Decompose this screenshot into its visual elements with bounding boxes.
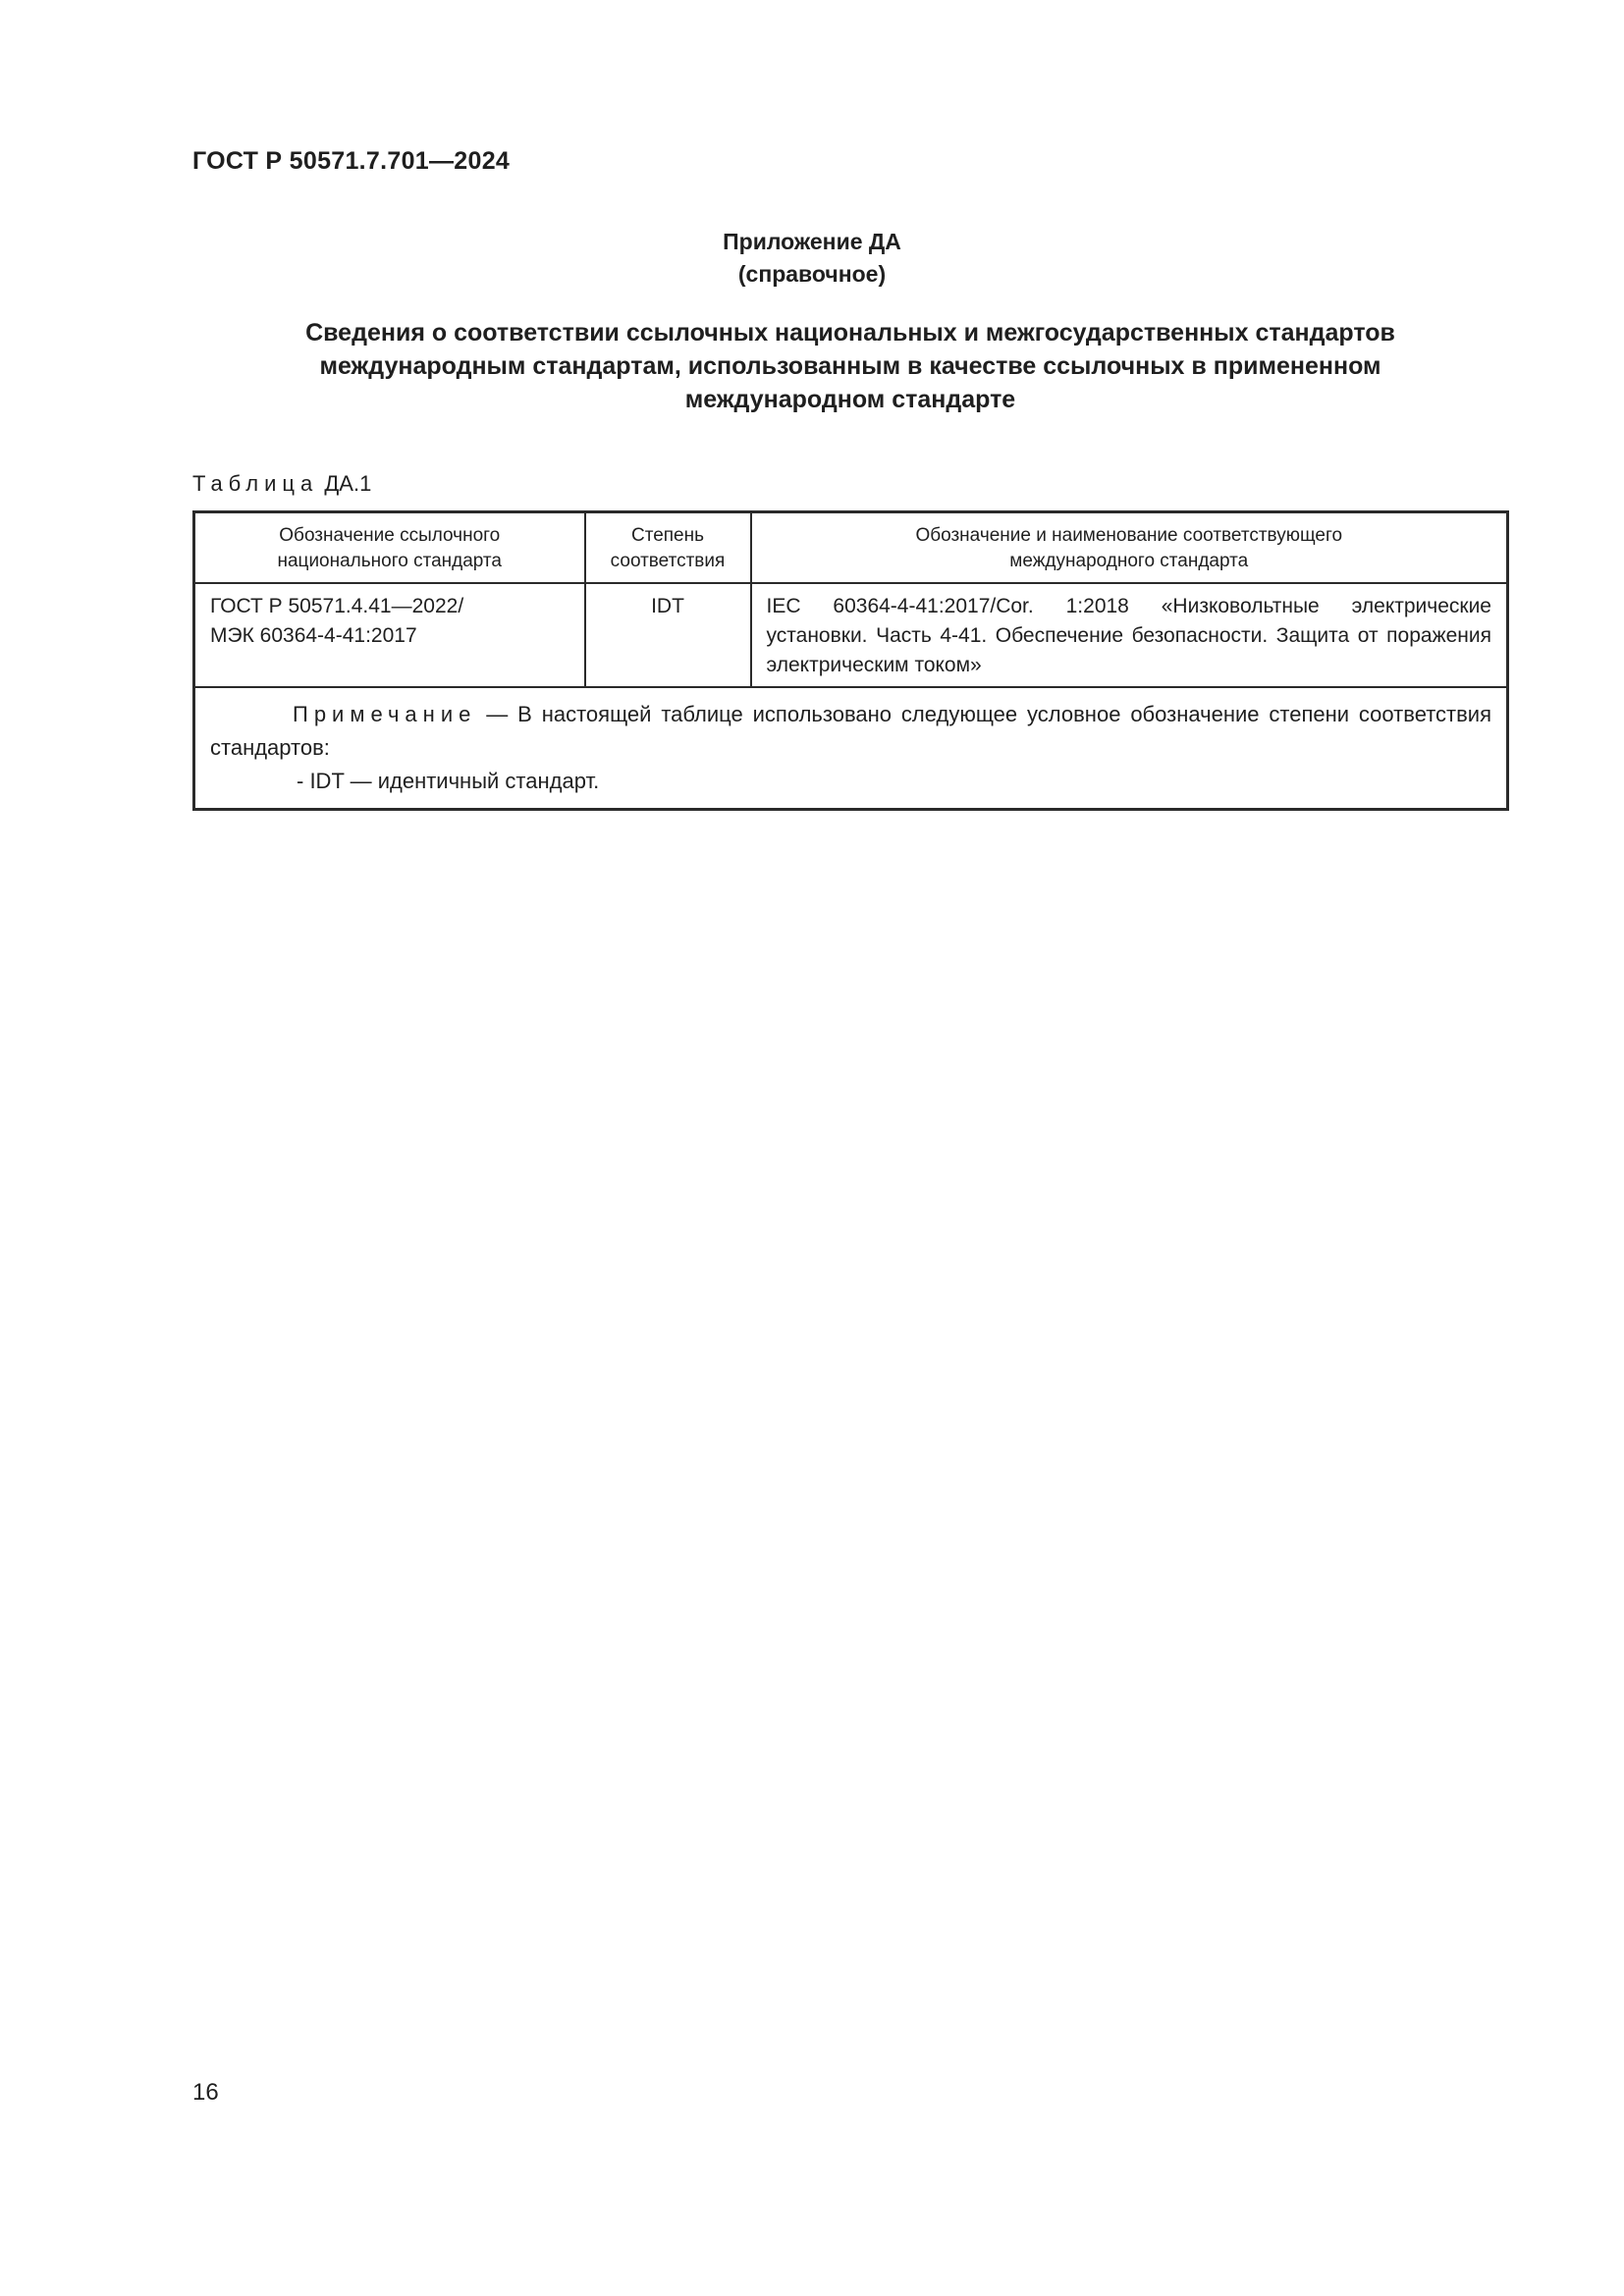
page-number: 16 [192, 2079, 219, 2106]
column-header-degree-line2: соответствия [610, 551, 726, 571]
note-list-item: - IDT — идентичный стандарт. [297, 769, 600, 793]
table-caption-word: Таблица [192, 471, 319, 496]
column-header-international-line1: Обозначение и наименование соответствующего [915, 525, 1343, 546]
note-label: Примечание [293, 702, 477, 726]
table-row [194, 583, 1508, 687]
national-standard-line1: ГОСТ Р 50571.4.41—2022/ [210, 595, 464, 617]
annex-title-block [0, 226, 1624, 291]
column-header-national-line1: Обозначение ссылочного [279, 525, 501, 546]
table-caption [192, 471, 371, 497]
cell-degree: IDT [585, 583, 751, 687]
cell-national-standard [194, 583, 585, 687]
note-paragraph [210, 698, 1491, 765]
column-header-degree [585, 512, 751, 584]
national-standard-line2: МЭК 60364-4-41:2017 [210, 624, 417, 647]
annex-subtitle: (справочное) [737, 261, 887, 287]
correspondence-table [192, 510, 1509, 811]
table-header-row [194, 512, 1508, 584]
column-header-degree-line1: Степень [630, 525, 705, 546]
column-header-international [751, 512, 1508, 584]
heading-line-1: Сведения о соответствии ссылочных национальных и межгосударственных стандартов [305, 319, 1395, 347]
heading-line-3: международном стандарте [684, 386, 1016, 413]
heading-line-2: международным стандартам, использованным в качестве ссылочных в примененном [319, 352, 1381, 380]
table-caption-number: ДА.1 [324, 471, 372, 496]
table-note-row [194, 687, 1508, 810]
annex-title: Приложение ДА [723, 229, 901, 254]
column-header-international-line2: международного стандарта [1009, 551, 1249, 571]
cell-international-standard: IEC 60364-4-41:2017/Cor. 1:2018 «Низковольтные электрические установки. Часть 4-41. Обеспечение безопасности. Защита от поражения электрическим током» [751, 583, 1508, 687]
main-heading [192, 316, 1508, 416]
column-header-national-line2: национального стандарта [277, 551, 502, 571]
table-note [194, 687, 1508, 810]
document-number: ГОСТ Р 50571.7.701—2024 [192, 147, 511, 175]
note-text: — В настоящей таблице использовано следующее условное обозначение степени соответствия стандартов: [210, 702, 1491, 760]
column-header-national [194, 512, 585, 584]
